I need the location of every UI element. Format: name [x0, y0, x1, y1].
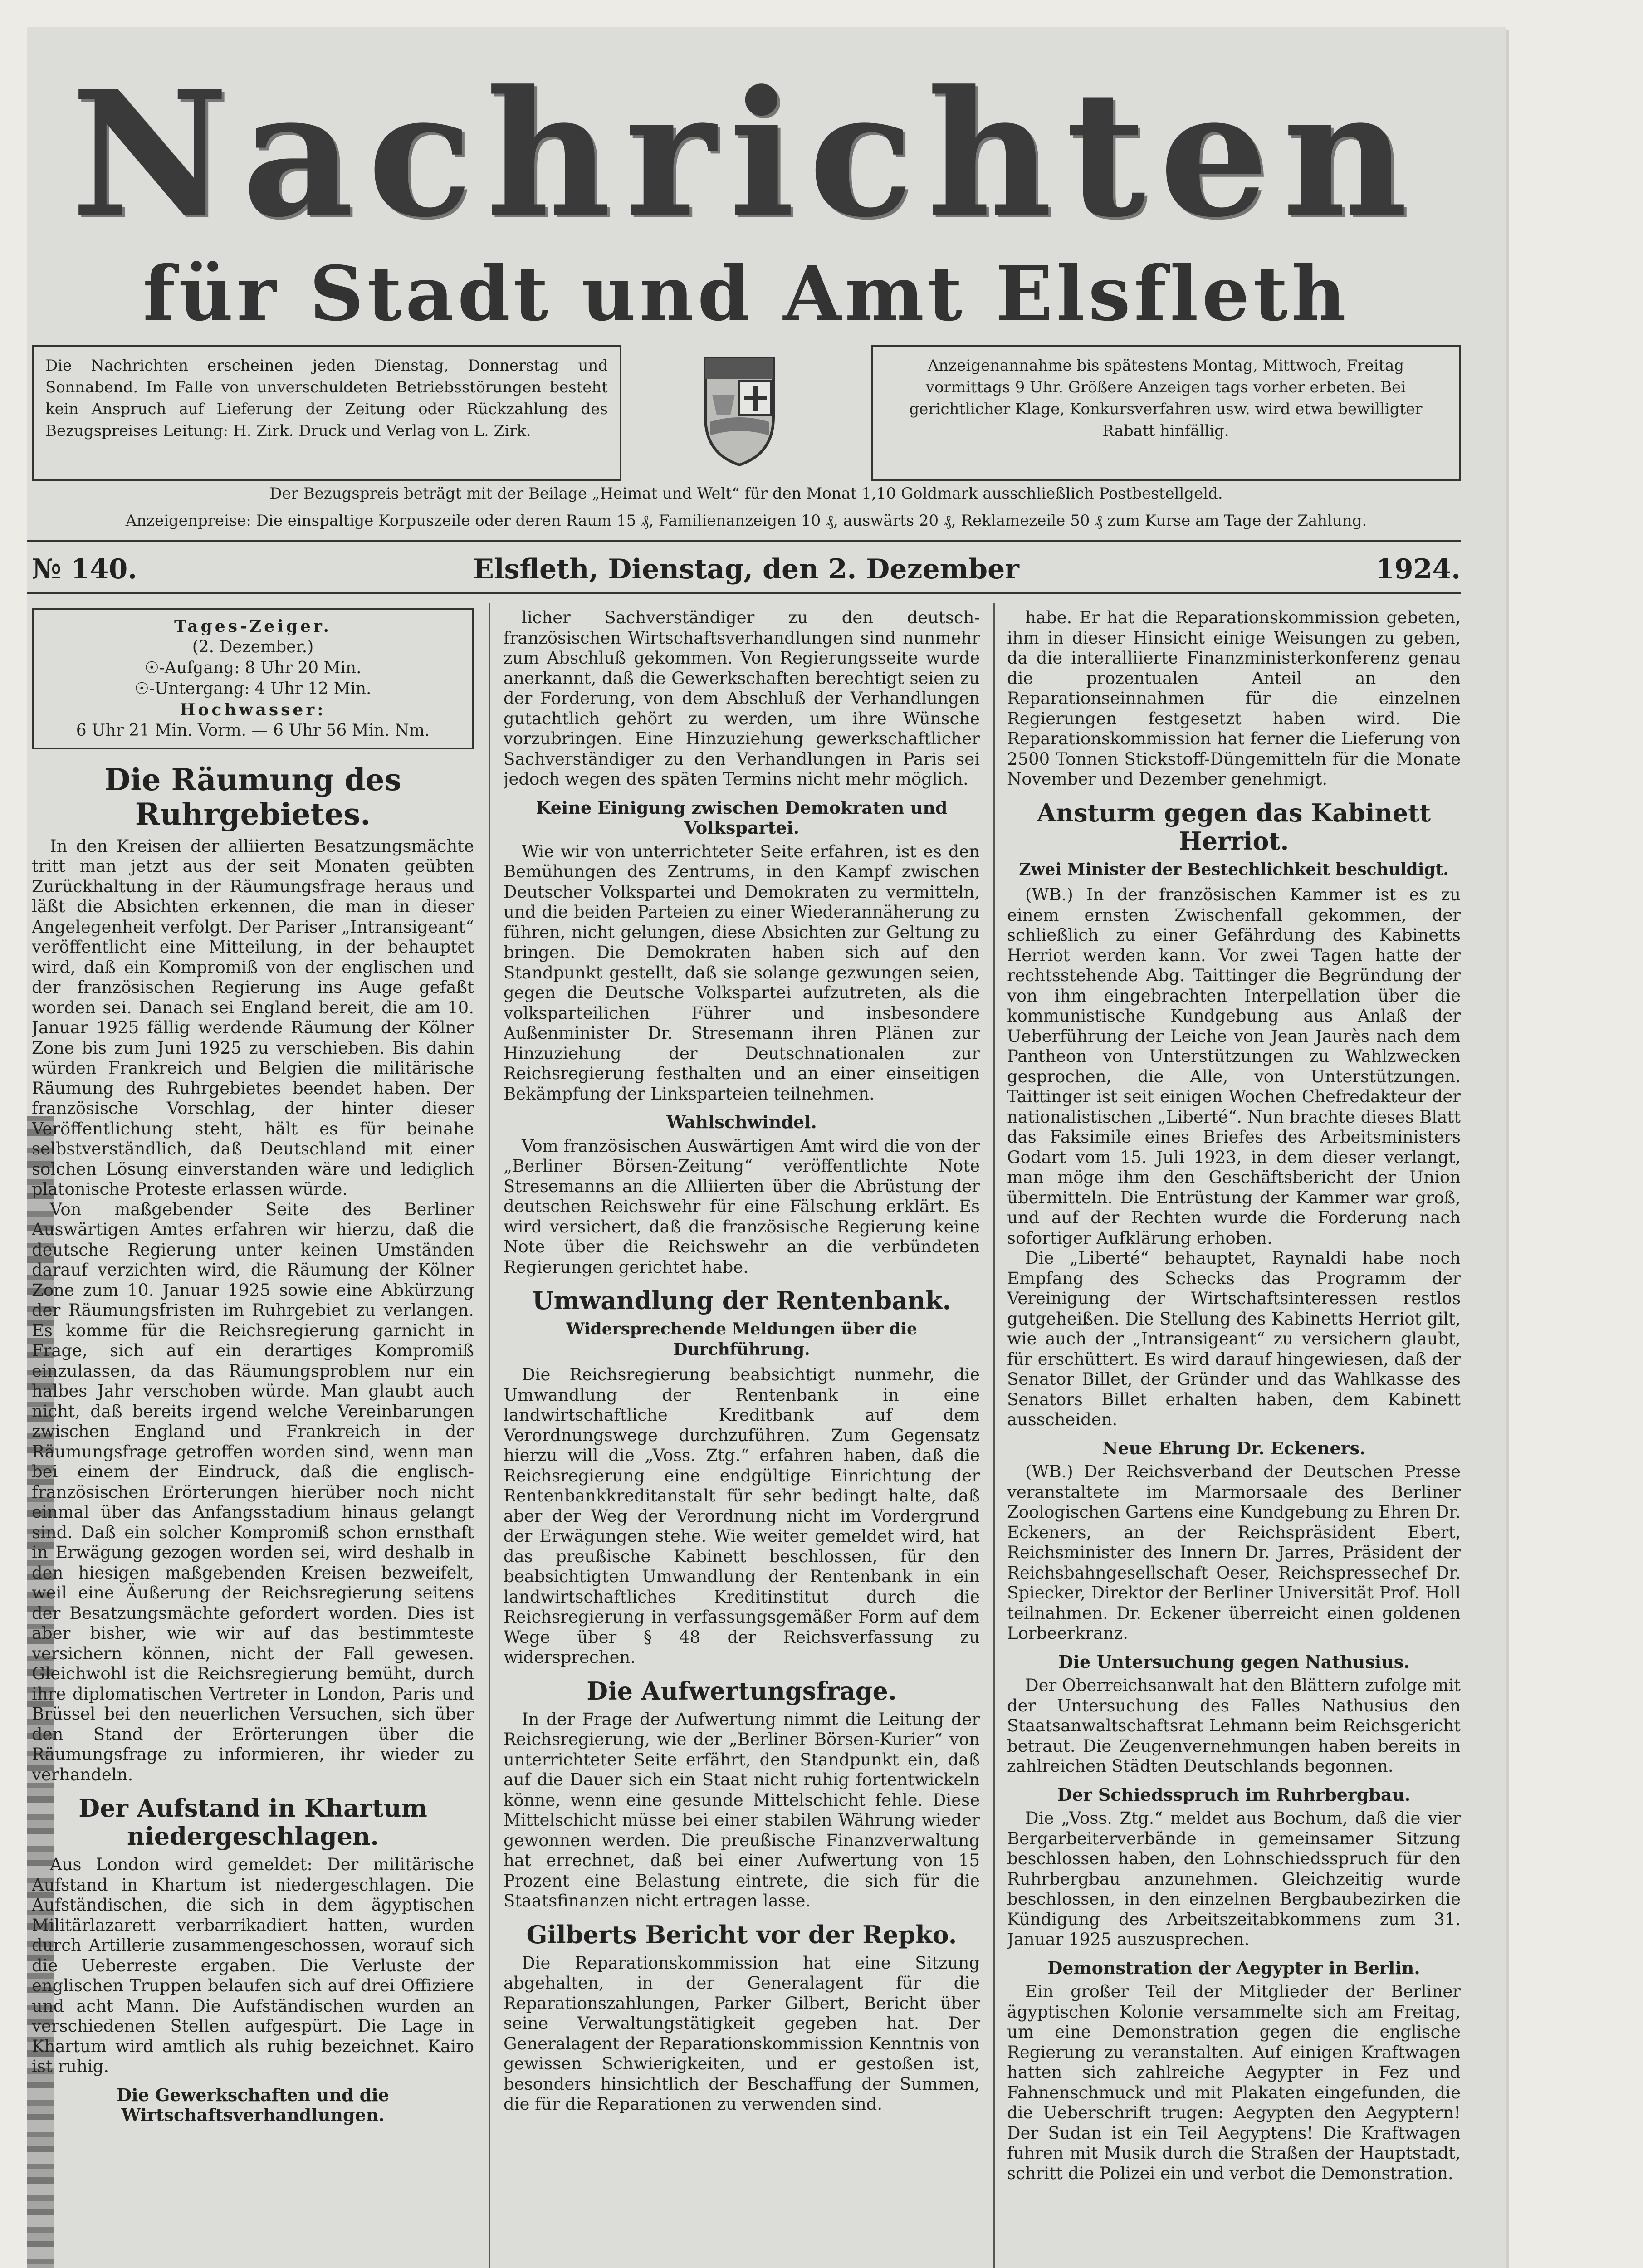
article-paragraph: Aus London wird gemeldet: Der militärische Aufstand in Khartum ist niedergeschlagen. Die Aufständischen, die sich in dem ägyptischen Militärlazarett verbarrikadiert hatten, wurden durch Artillerie zusammengeschossen, worauf sich die Ueberreste ergaben. Die Verluste der englischen Truppen belaufen sich auf drei Offiziere und acht Mann. Die Aufständischen wurden an verschiedenen Stellen aufgespürt. Die Lage in Khartum wird amtlich als ruhig bezeichnet. Kairo ist ruhig.: [32, 1855, 474, 2077]
column-divider: [993, 603, 995, 2268]
tages-zeiger-box: [32, 608, 474, 749]
newspaper-title: Nachrichten: [71, 53, 1422, 255]
article-paragraph: Die Reichsregierung beabsichtigt nunmehr, die Umwandlung der Rentenbank in eine landwirtschaftliche Kreditbank auf dem Verordnungswege durchzuführen. Zum Gegensatz hierzu will die „Voss. Ztg.“ erfahren haben, daß die Reichsregierung eine endgültige Einrichtung der Rentenbankkreditanstalt für sehr bedingt halte, daß aber der Weg der Verordnung nicht im Vordergrund der Erwägungen stehe. Wie weiter gemeldet wird, hat das preußische Kabinett beschlossen, für den beabsichtigten Umwandlung der Rentenbank in ein landwirtschaftliches Kreditinstitut durch die Reichsregierung in verfassungsgemäßer Form auf dem Wege über § 48 der Reichsverfassung zu widersprechen.: [504, 1365, 980, 1667]
article-paragraph: Wie wir von unterrichteter Seite erfahren, ist es den Bemühungen des Zentrums, in den Kampf zwischen Deutscher Volkspartei und Demokraten zu vermitteln, und die beiden Parteien zu einer Wiederannäherung zu führen, nicht gelungen, diese Absichten zur Geltung zu bringen. Die Demokraten haben sich auf den Standpunkt gestellt, daß sie solange gezwungen seien, gegen die Deutsche Volkspartei aufzutreten, als die volksparteilichen Führer und insbesondere Außenminister Dr. Stresemann ihren Plänen zur Hinzuziehung der Deutschnationalen zur Reichsregierung festhalten und an einer einseitigen Bekämpfung der Linksparteien teilnehmen.: [504, 841, 980, 1104]
headline: Die Räumung des Ruhrgebietes.: [104, 762, 401, 832]
tz-sunset: ☉-Untergang: 4 Uhr 12 Min.: [134, 679, 372, 698]
subheadline: Der Schiedsspruch im Ruhrbergbau.: [1057, 1784, 1411, 1805]
article-paragraph: licher Sachverständiger zu den deutsch-französischen Wirtschaftsverhandlungen sind nunmehr zum Abschluß gekommen. Von Regierungsseite wurde anerkannt, daß die Gewerkschaften berechtigt seien zu der Forderung, von dem Abschluß der Verhandlungen gutachtlich gehört zu werden, um ihre Wünsche vorzubringen. Eine Hinzuziehung gewerkschaftlicher Sachverständiger zu den Verhandlungen in Paris sei jedoch wegen des späten Termins nicht mehr möglich.: [504, 608, 980, 789]
tz-water: 6 Uhr 21 Min. Vorm. — 6 Uhr 56 Min. Nm.: [76, 721, 430, 740]
deck: Zwei Minister der Bestechlichkeit beschuldigt.: [1019, 860, 1449, 879]
article-paragraph: In den Kreisen der alliierten Besatzungsmächte tritt man jetzt aus der seit Monaten geübten Zurückhaltung in der Räumungsfrage heraus und läßt die Absichten erkennen, die man in dieser Angelegenheit verfolgt. Der Pariser „Intransigeant“ veröffentlicht eine Mitteilung, in der behauptet wird, daß ein Kompromiß von der englischen und der französischen Regierung ins Auge gefaßt worden sei. Danach sei England bereit, die am 10. Januar 1925 fällig werdende Räumung der Kölner Zone bis zum Juni 1925 zu verschieben. Bis dahin würden Frankreich und Belgien die militärische Räumung des Ruhrgebietes beendet haben. Der französische Vorschlag, der hinter dieser Veröffentlichung steht, hält es für beinahe selbstverständlich, daß Deutschland mit einer solchen Lösung einverstanden wäre und lediglich platonische Proteste erlassen würde.: [32, 836, 474, 1199]
article-paragraph: Die Reparationskommission hat eine Sitzung abgehalten, in der Generalagent für die Reparationszahlungen, Parker Gilbert, Bericht über seine Verwaltungstätigkeit gegeben hat. Der Generalagent der Reparationskommission Kenntnis von gewissen Schwierigkeiten, und er gestoßen ist, besonders hinsichtlich der Beschaffung der Summen, die für die Reparationen zu verwenden sind.: [504, 1953, 980, 2114]
article-paragraph: Vom französischen Auswärtigen Amt wird die von der „Berliner Börsen-Zeitung“ veröffentlichte Note Stresemanns an die Alliierten über die Abrüstung der deutschen Reichswehr für eine Fälschung erklärt. Es wird versichert, daß die französische Regierung keine Note über die Reichswehr an die verbündeten Regierungen gerichtet habe.: [504, 1136, 980, 1277]
subheadline: Neue Ehrung Dr. Eckeners.: [1102, 1437, 1366, 1458]
article-paragraph: Von maßgebender Seite des Berliner Auswärtigen Amtes erfahren wir hierzu, daß die deutsche Regierung unter keinen Umständen darauf verzichten wird, die Räumung der Kölner Zone zum 10. Januar 1925 sowie eine Abkürzung der Räumungsfristen im Ruhrgebiet zu verlangen. Es komme für die Reichsregierung garnicht in Frage, sich auf ein derartiges Kompromiß einzulassen, da das Räumungsproblem nur ein halbes Jahr verschoben würde. Man glaubt auch nicht, daß bereits irgend welche Vereinbarungen zwischen England und Frankreich in der Räumungsfrage getroffen worden sind, wenn man bei einem der Eindruck, daß die englisch-französischen Erörterungen hierüber noch nicht einmal über das Anfangsstadium hinaus gelangt sind. Daß ein solcher Kompromiß schon ernsthaft in Erwägung gezogen worden sei, wird deshalb in den hiesigen maßgebenden Kreisen bezweifelt, weil eine Äußerung der Reichsregierung seitens der Besatzungsmächte gefordert worden. Dies ist aber bisher, wie wir auf das bestimmteste versichern können, nicht der Fall gewesen. Gleichwohl ist die Reichsregierung bemüht, durch ihre diplomatischen Vertreter in London, Paris und Brüssel bei den neuerlichen Versuchen, sich über den Stand der Erörterungen über die Räumungsfrage zu informieren, ihr wieder zu verhandeln.: [32, 1199, 474, 1784]
subscription-notice: Der Bezugspreis beträgt mit der Beilage „Heimat und Welt“ für den Monat 1,10 Goldmark ausschließlich Postbestellgeld.: [269, 484, 1223, 503]
article-paragraph: In der Frage der Aufwertung nimmt die Leitung der Reichsregierung, wie der „Berliner Börsen-Kurier“ von unterrichteter Seite erfährt, den Standpunkt ein, daß auf die Dauer sich ein Staat nicht ruhig fortentwickeln könne, wenn eine gesunde Mittelschicht fehle. Diese Mittelschicht müsse bei einer stabilen Währung wieder gewonnen werden. Die preußische Finanzverwaltung hat errechnet, daß bei einer Aufwertung von 15 Prozent eine Belastung eintrete, die sich für die Staatsfinanzen nicht ertragen lasse.: [504, 1709, 980, 1911]
tz-heading: Tages-Zeiger.: [174, 617, 332, 636]
issue-year: 1924.: [1375, 553, 1461, 585]
subheadline: Demonstration der Aegypter in Berlin.: [1047, 1957, 1420, 1978]
column-3: [1007, 608, 1461, 2268]
subheadline: Die Gewerkschaften und die Wirtschaftsverhandlungen.: [117, 2084, 389, 2126]
ad-prices-notice: Anzeigenpreise: Die einspaltige Korpuszeile oder deren Raum 15 ₰, Familienanzeigen 10 ₰, auswärts 20 ₰, Reklamezeile 50 ₰ zum Kurse am Tage der Zahlung.: [125, 512, 1367, 530]
issue-number: № 140.: [32, 553, 137, 585]
column-divider: [489, 603, 490, 2268]
headline: Umwandlung der Rentenbank.: [532, 1286, 951, 1315]
subheadline: Wahlschwindel.: [666, 1112, 817, 1132]
article-paragraph: Der Oberreichsanwalt hat den Blättern zufolge mit der Untersuchung des Falles Nathusius den Staatsanwaltschaftsrat Lehmann beim Reichsgericht betraut. Die Zeugenvernehmungen haben bereits in zahlreichen Städten Deutschlands begonnen.: [1007, 1676, 1461, 1776]
headline: Ansturm gegen das Kabinett Herriot.: [1037, 798, 1431, 855]
rule-dateline: [27, 592, 1461, 594]
article-paragraph: habe. Er hat die Reparationskommission gebeten, ihm in dieser Hinsicht einige Weisungen zu geben, da die interalliierte Finanzministerkonferenz genau die prozentualen Anteil an den Reparationseinnahmen für die einzelnen Regierungen festgesetzt haben wird. Die Reparationskommission hat ferner die Lieferung von 2500 Tonnen Stickstoff-Düngemitteln für die Monate November und Dezember genehmigt.: [1007, 608, 1461, 789]
article-paragraph: (WB.) Der Reichsverband der Deutschen Presse veranstaltete im Marmorsaale des Berliner Zoologischen Gartens eine Kundgebung zu Ehren Dr. Eckeners, an der Reichspräsident Ebert, Reichsminister des Innern Dr. Jarres, Präsident der Reichsbahngesellschaft Oeser, Reichspressechef Dr. Spiecker, Direktor der Berliner Universität Prof. Holl teilnahmen. Dr. Eckener überreicht einen goldenen Lorbeerkranz.: [1007, 1462, 1461, 1643]
headline: Die Aufwertungsfrage.: [587, 1676, 897, 1706]
tz-sunrise: ☉-Aufgang: 8 Uhr 20 Min.: [144, 659, 362, 677]
info-row: [32, 345, 1461, 494]
column-2: [504, 608, 980, 2268]
headline: Gilberts Bericht vor der Repko.: [526, 1920, 957, 1949]
publication-info-box: Die Nachrichten erscheinen jeden Dienstag, Donnerstag und Sonnabend. Im Falle von unverschuldeten Betriebsstörungen besteht kein Anspruch auf Lieferung der Zeitung oder Rückzahlung des Bezugspreises Leitung: H. Zirk. Druck und Verlag von L. Zirk.: [32, 345, 621, 481]
masthead: [32, 53, 1461, 337]
rule-top: [27, 540, 1461, 542]
article-paragraph: Ein großer Teil der Mitglieder der Berliner ägyptischen Kolonie versammelte sich am Freitag, um eine Demonstration gegen die englische Regierung zu veranstalten. Auf einigen Kraftwagen hatten sich zahlreiche Aegypter in Fez und Fahnenschmuck und mit Plakaten eingefunden, die die Ueberschrift trugen: Aegypten den Aegyptern! Der Sudan ist ein Teil Aegyptens! Die Kraftwagen fuhren mit Musik durch die Straßen der Hauptstadt, schritt die Polizei ein und verbot die Demonstration.: [1007, 1982, 1461, 2183]
dateline: [32, 553, 1461, 585]
subheadline: Keine Einigung zwischen Demokraten und Volkspartei.: [536, 797, 948, 838]
article-paragraph: (WB.) In der französischen Kammer ist es zu einem ernsten Zwischenfall gekommen, der schließlich zu einer Gefährdung des Kabinetts Herriot werden kann. Vor zwei Tagen hatte der rechtsstehende Abg. Taittinger die Begründung der von ihm eingebrachten Interpellation über die kommunistische Kundgebung aus Anlaß der Ueberführung der Leiche von Jean Jaurès nach dem Pantheon von Unterstützungen zu Wahlzwecken gesprochen, die Alle, von Unterstützungen. Taittinger ist seit einigen Wochen Chefredakteur der nationalistischen „Liberté“. Nun brachte dieses Blatt das Faksimile eines Briefes des Arbeitsministers Godart vom 15. Juli 1923, in dem dieser verlangt, man möge ihm den Geschäftsbericht der Union übermitteln. Die Entrüstung der Kammer war groß, und auf der Rechten wurde die Forderung nach sofortiger Aufklärung erhoben.: [1007, 885, 1461, 1248]
article-paragraph: Die „Voss. Ztg.“ meldet aus Bochum, daß die vier Bergarbeiterverbände in gemeinsamer Sitzung beschlossen haben, den Lohnschiedsspruch für den Ruhrbergbau anzunehmen. Gleichzeitig wurde beschlossen, in den einzelnen Bergbaubezirken die Kündigung des Arbeitszeitabkommens zum 31. Januar 1925 auszusprechen.: [1007, 1809, 1461, 1950]
article-paragraph: Die „Liberté“ behauptet, Raynaldi habe noch Empfang des Schecks das Programm der Vereinigung der Wirtschaftsinteressen restlos gutgeheißen. Die Stellung des Kabinetts Herriot gilt, wie auch der „Intransigeant“ zu versichern glaubt, für erschüttert. Es wird darauf hingewiesen, daß der Senator Billet, der Gründer und das Wahlkasse des Senators Billet erhalten haben, dem Kabinett ausscheiden.: [1007, 1248, 1461, 1430]
coat-of-arms-icon: [699, 349, 780, 467]
subheadline: Die Untersuchung gegen Nathusius.: [1058, 1651, 1410, 1672]
tz-date: (2. Dezember.): [192, 638, 314, 656]
place-date: Elsfleth, Dienstag, den 2. Dezember: [473, 553, 1019, 585]
newspaper-subtitle: für Stadt und Amt Elsfleth: [143, 249, 1350, 337]
column-1: [32, 608, 474, 2268]
tz-water-heading: Hochwasser:: [180, 700, 326, 719]
advertising-info-box: Anzeigenannahme bis spätestens Montag, Mittwoch, Freitag vormittags 9 Uhr. Größere Anzeigen tags vorher erbeten. Bei gerichtlicher Klage, Konkursverfahren usw. wird etwa bewilligter Rabatt hinfällig.: [871, 345, 1461, 481]
headline: Der Aufstand in Khartum niedergeschlagen.: [78, 1794, 427, 1851]
deck: Widersprechende Meldungen über die Durchführung.: [566, 1320, 917, 1359]
